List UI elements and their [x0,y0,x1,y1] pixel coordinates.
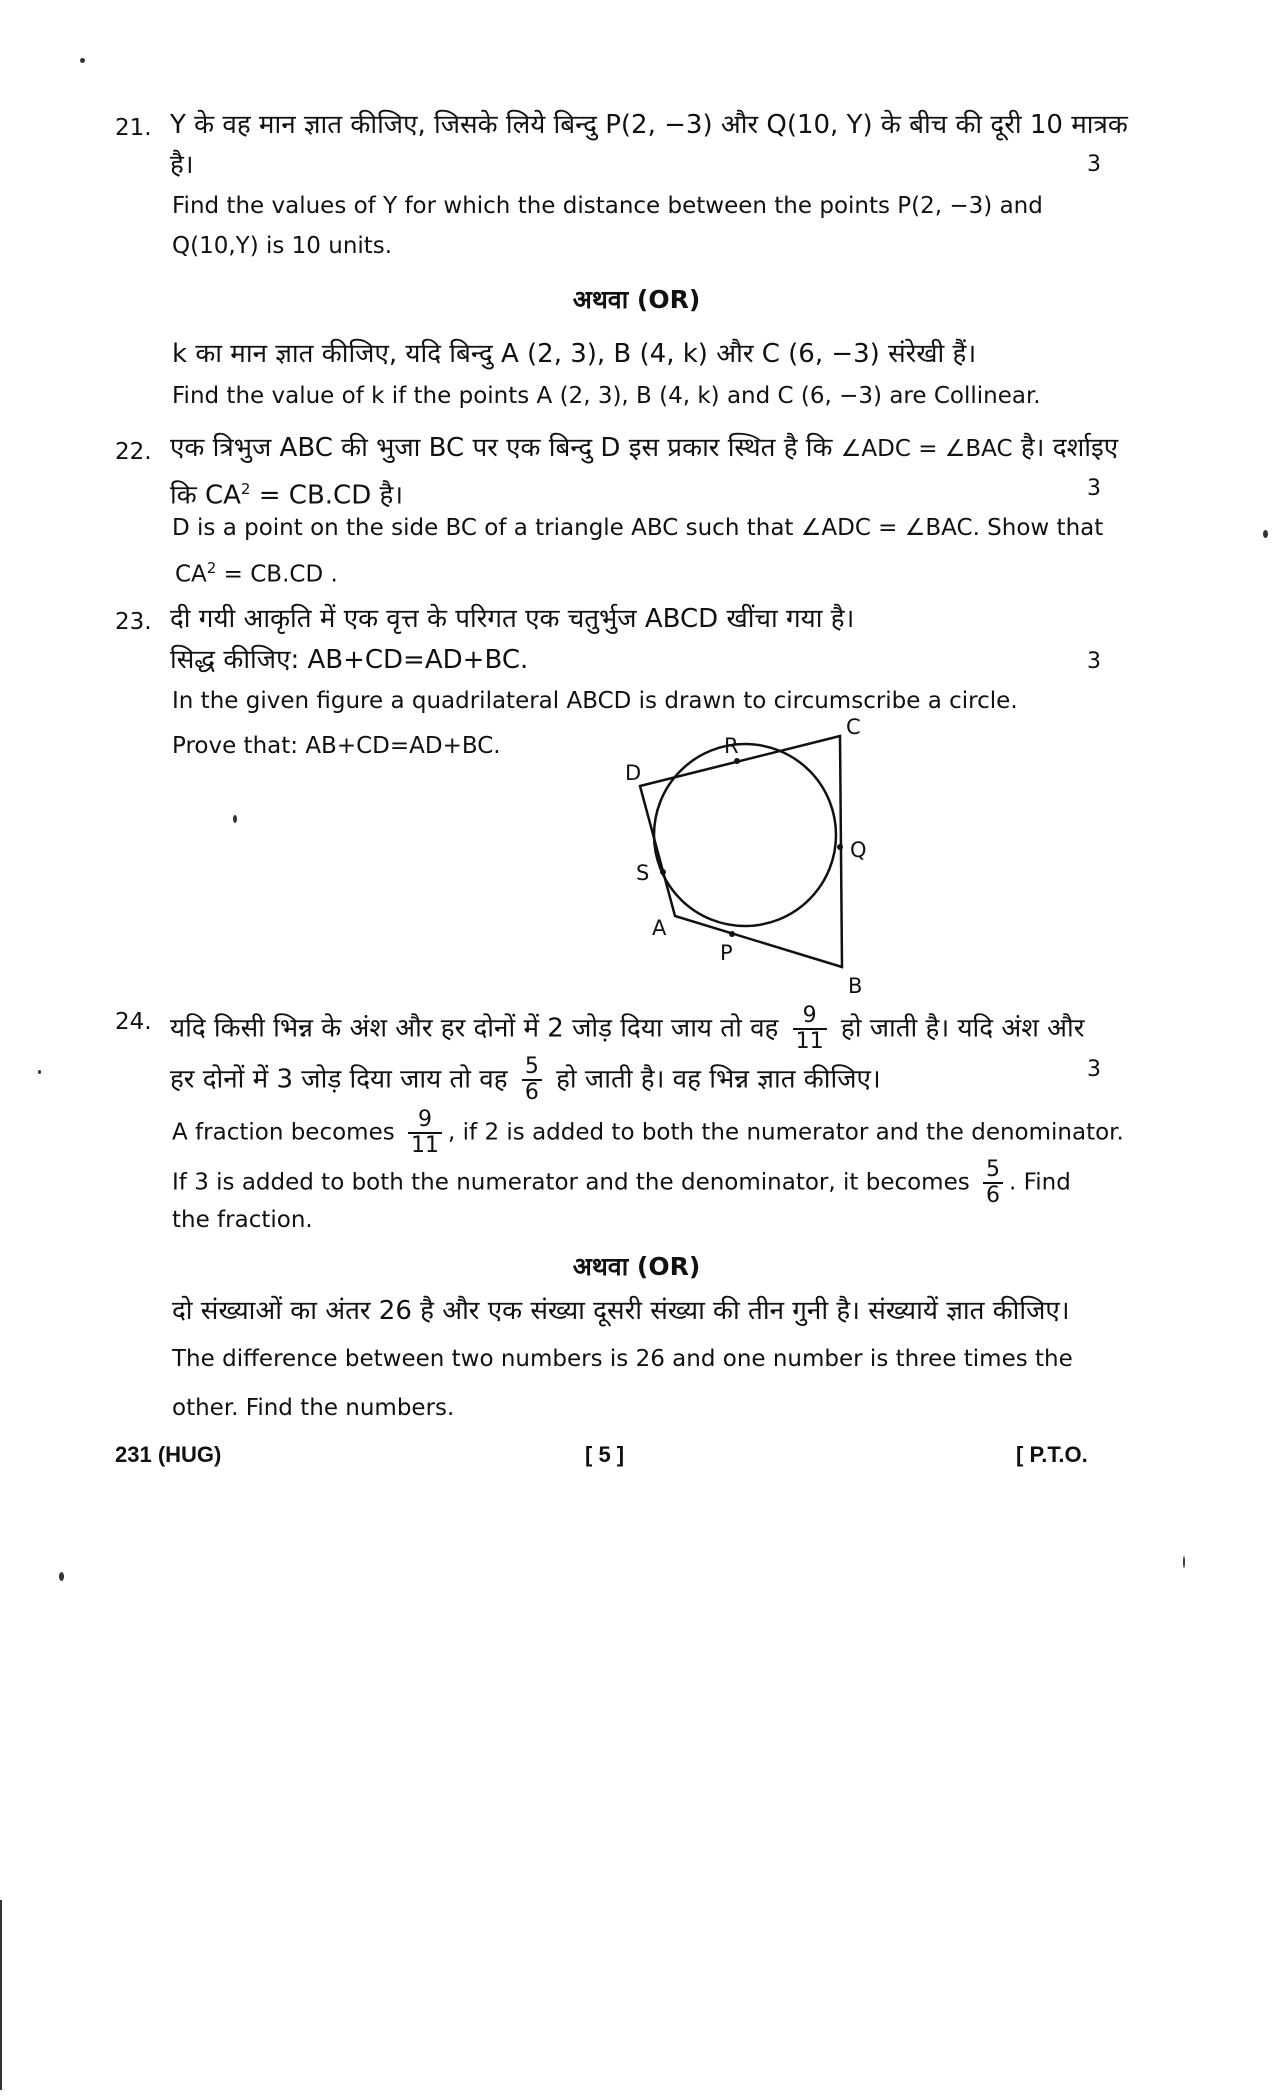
q23-number: 23. [115,609,152,635]
fraction-numerator: 5 [986,1157,1001,1182]
scan-speck [38,1070,41,1074]
q22-hindi-exponent: 2 [240,480,251,498]
point-p [729,931,735,937]
q24-alt-english-line2: other. Find the numbers. [172,1395,455,1421]
q21-or-label: अथवा (OR) [572,285,701,314]
q23-english-line1: In the given figure a quadrilateral ABCD is drawn to circumscribe a circle. [172,688,1018,714]
label-d: D [625,761,642,785]
q24-english-text-b: , if 2 is added to both the numerator and the denominator. [448,1119,1124,1146]
q22-english-exponent: 2 [206,559,217,577]
q22-english-angle: ∠ADC = ∠BAC [800,515,973,541]
q22-english-text-a: D is a point on the side BC of a triangle ABC such that [172,515,794,541]
q24-or-label: अथवा (OR) [572,1252,701,1281]
q21-english-line2: Q(10,Y) is 10 units. [172,233,393,259]
q23-hindi-line1: दी गयी आकृति में एक वृत्त के परिगत एक चतुर्भुज ABCD खींचा गया है। [170,604,855,634]
q22-hindi-angle: ∠ADC = ∠BAC [840,436,1013,462]
q22-hindi-line1 [170,433,1118,464]
q23-hindi-line2: सिद्ध कीजिए: AB+CD=AD+BC. [170,645,529,675]
scan-speck [233,815,237,823]
q24-english-text-d: . Find [1009,1169,1071,1196]
q22-hindi-cbcd: = CB.CD है। [250,480,404,511]
fraction-denominator: 6 [983,1182,1003,1208]
point-r [734,758,740,764]
q22-hindi-text-a: एक त्रिभुज ABC की भुजा BC पर एक बिन्दु D इस प्रकार स्थित है कि [170,433,833,463]
point-q [837,844,843,850]
q22-english-cbcd: = CB.CD . [216,561,338,588]
q24-english-text-c: If 3 is added to both the numerator and the denominator, it becomes [172,1169,970,1196]
scan-speck [1183,1556,1185,1568]
q24-hindi-text-d: हो जाती है। वह भिन्न ज्ञात कीजिए। [556,1064,881,1095]
q24-number: 24. [115,1009,152,1035]
label-p: P [720,941,733,965]
q22-hindi-ca: कि CA [170,480,241,511]
q22-english-ca: CA [175,561,207,588]
scan-speck [59,1572,64,1581]
q24-english-line1 [172,1108,1124,1158]
q24-english-line3: the fraction. [172,1207,313,1233]
q22-marks: 3 [1087,476,1101,501]
scan-edge-line [0,1900,2,2090]
fraction-9-11 [793,1004,827,1054]
fraction-numerator: 9 [802,1003,817,1028]
fraction-numerator: 9 [418,1107,433,1132]
q23-marks: 3 [1087,649,1101,674]
label-s: S [636,861,650,885]
q22-hindi-text-b: है। दर्शाइए [1020,433,1119,463]
q24-hindi-line1 [170,1004,1084,1054]
footer-pto: [ P.T.O. [1016,1442,1088,1467]
fraction-9-11 [408,1108,442,1158]
q21-number: 21. [115,115,152,141]
quadrilateral-circle-figure [600,710,920,1000]
footer-page-number: [ 5 ] [585,1442,625,1467]
quadrilateral-abcd [640,736,842,967]
q24-alt-english-line1: The difference between two numbers is 26 and one number is three times the [172,1346,1073,1372]
q22-number: 22. [115,439,152,465]
q21-alt-english: Find the value of k if the points A (2, 3), B (4, k) and C (6, −3) are Collinear. [172,383,1041,409]
fraction-denominator: 6 [522,1079,542,1105]
q24-alt-hindi: दो संख्याओं का अंतर 26 है और एक संख्या दूसरी संख्या की तीन गुनी है। संख्यायें ज्ञात कीजिए। [172,1296,1070,1326]
q21-alt-hindi: k का मान ज्ञात कीजिए, यदि बिन्दु A (2, 3), B (4, k) और C (6, −3) संरेखी हैं। [172,339,977,369]
q22-english-line1 [172,513,1103,543]
label-a: A [652,916,667,940]
q24-hindi-text-c: हर दोनों में 3 जोड़ दिया जाय तो वह [170,1064,508,1095]
label-r: R [724,734,739,758]
q21-marks: 3 [1087,152,1101,177]
q21-hindi-line1: Y के वह मान ज्ञात कीजिए, जिसके लिये बिन्दु P(2, −3) और Q(10, Y) के बीच की दूरी 10 मात्रक [170,110,1128,140]
q21-hindi-line2: है। [170,150,194,180]
q22-english-text-b: . Show that [972,515,1104,541]
q24-marks: 3 [1087,1057,1101,1082]
q24-hindi-text-b: हो जाती है। यदि अंश और [840,1013,1085,1044]
fraction-5-6 [522,1055,542,1105]
point-s [660,869,666,875]
q24-hindi-text-a: यदि किसी भिन्न के अंश और हर दोनों में 2 जोड़ दिया जाय तो वह [170,1013,779,1044]
footer-paper-code: 231 (HUG) [115,1442,222,1467]
inscribed-circle [654,744,836,926]
scan-speck [80,58,85,63]
q24-hindi-line2 [170,1055,881,1105]
q23-english-line2: Prove that: AB+CD=AD+BC. [172,733,501,759]
q22-hindi-line2 [170,474,403,511]
label-b: B [848,974,863,998]
fraction-5-6 [983,1158,1003,1208]
q24-english-text-a: A fraction becomes [172,1119,395,1146]
fraction-denominator: 11 [408,1132,442,1158]
label-c: C [846,715,861,739]
q24-english-line2 [172,1158,1071,1208]
q21-english-line1: Find the values of Y for which the distance between the points P(2, −3) and [172,193,1043,219]
scan-speck [1263,530,1268,538]
q22-english-line2 [175,553,338,590]
fraction-denominator: 11 [793,1028,827,1054]
fraction-numerator: 5 [524,1054,539,1079]
label-q: Q [850,838,867,862]
